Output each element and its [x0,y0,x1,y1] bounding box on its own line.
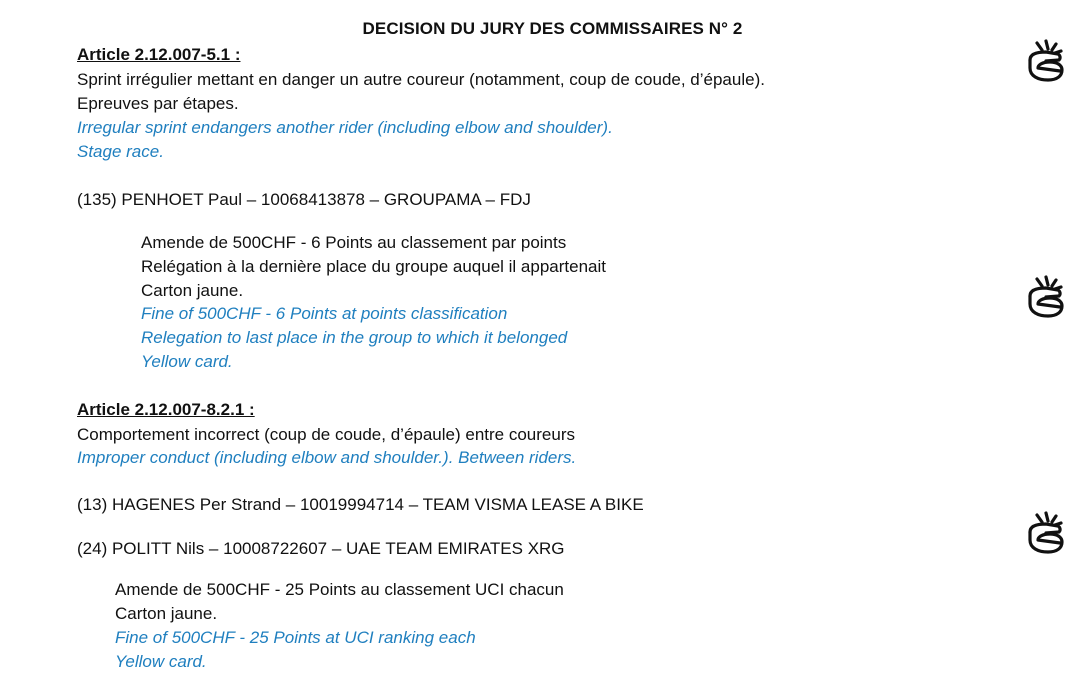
tour-de-france-logo-icon [1024,274,1068,324]
penalty-en: Yellow card. [115,652,207,671]
rider-entry: (135) PENHOET Paul – 10068413878 – GROUPAMA – FDJ [77,190,531,209]
article-description-fr: Comportement incorrect (coup de coude, d’épaule) entre coureurs [77,425,575,444]
article-description-fr: Sprint irrégulier mettant en danger un autre coureur (notamment, coup de coude, d’épaule). [77,70,765,89]
penalty-en: Fine of 500CHF - 6 Points at points classification [141,304,508,323]
article-description-en: Irregular sprint endangers another rider (including elbow and shoulder). [77,118,613,137]
penalty-en: Relegation to last place in the group to which it belonged [141,328,568,347]
article-heading: Article 2.12.007-8.2.1 : [77,400,255,419]
rider-entry: (24) POLITT Nils – 10008722607 – UAE TEAM EMIRATES XRG [77,539,565,558]
article-heading: Article 2.12.007-5.1 : [77,45,241,64]
rider-entry: (13) HAGENES Per Strand – 10019994714 – TEAM VISMA LEASE A BIKE [77,495,644,514]
penalty-fr: Carton jaune. [141,281,244,300]
penalty-fr: Carton jaune. [115,604,218,623]
penalty-fr: Relégation à la dernière place du groupe auquel il appartenait [141,257,607,276]
article-description-en: Improper conduct (including elbow and shoulder.). Between riders. [77,448,577,467]
tour-de-france-logo-icon [1024,38,1068,88]
penalty-en: Yellow card. [141,352,233,371]
page-title: DECISION DU JURY DES COMMISSAIRES N° 2 [362,19,743,38]
penalty-fr: Amende de 500CHF - 6 Points au classement par points [141,233,567,252]
penalty-fr: Amende de 500CHF - 25 Points au classement UCI chacun [115,580,564,599]
penalty-en: Fine of 500CHF - 25 Points at UCI ranking each [115,628,476,647]
article-description-fr: Epreuves par étapes. [77,94,239,113]
tour-de-france-logo-icon [1024,510,1068,560]
article-description-en: Stage race. [77,142,164,161]
